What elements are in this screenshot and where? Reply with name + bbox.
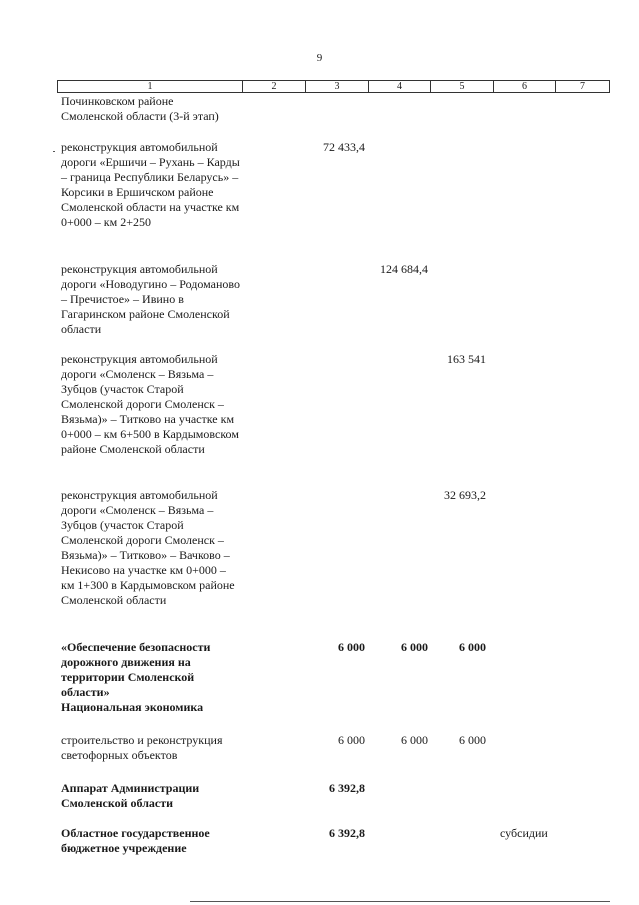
column-header: 1 bbox=[58, 81, 243, 93]
column-header: 2 bbox=[243, 81, 306, 93]
row-name: Аппарат Администрации Смоленской области bbox=[61, 781, 200, 810]
value-col4: 6 000 bbox=[401, 733, 428, 747]
margin-mark bbox=[53, 151, 55, 152]
column-header: 6 bbox=[494, 81, 556, 93]
row-name: реконструкция автомобильной дороги «Смоленск – Вязьма – Зубцов (участок Старой Смоленской дороги Смоленск – Вязьма)» – Титково» – Вачково – Некисово на участке км 0+000 – км 1+300 в Кардымовском районе Смоленской области bbox=[61, 488, 235, 607]
page-number: 9 bbox=[316, 52, 323, 64]
value-col5: 6 000 bbox=[459, 640, 486, 654]
column-header: 4 bbox=[369, 81, 431, 93]
value-col3: 72 433,4 bbox=[323, 140, 365, 154]
value-col6: субсидии bbox=[500, 826, 548, 840]
value-col5: 163 541 bbox=[447, 352, 486, 366]
value-col4: 6 000 bbox=[401, 640, 428, 654]
value-col3: 6 000 bbox=[338, 733, 365, 747]
value-col4: 124 684,4 bbox=[380, 262, 428, 276]
column-header: 7 bbox=[556, 81, 610, 93]
value-col5: 6 000 bbox=[459, 733, 486, 747]
row-name: Починковском районе Смоленской области (3-й этап) bbox=[61, 94, 219, 123]
value-col5: 32 693,2 bbox=[444, 488, 486, 502]
row-name: строительство и реконструкция светофорных объектов bbox=[61, 733, 223, 762]
row-name: реконструкция автомобильной дороги «Новодугино – Родоманово – Пречистое» – Ивино в Гагаринском районе Смоленской области bbox=[61, 262, 240, 336]
column-header-table bbox=[57, 80, 610, 93]
row-name: Областное государственное бюджетное учреждение bbox=[61, 826, 210, 855]
value-col3: 6 392,8 bbox=[329, 781, 365, 795]
value-col3: 6 000 bbox=[338, 640, 365, 654]
column-header: 5 bbox=[431, 81, 494, 93]
row-name: реконструкция автомобильной дороги «Ершичи – Рухань – Карды – граница Республики Беларусь» – Корсики в Ершичском районе Смоленской области на участке км 0+000 – км 2+250 bbox=[61, 140, 240, 229]
column-header-row bbox=[58, 81, 610, 93]
value-col3: 6 392,8 bbox=[329, 826, 365, 840]
footer-divider bbox=[190, 901, 610, 902]
row-name: «Обеспечение безопасности дорожного движения на территории Смоленской области» Национальная экономика bbox=[61, 640, 211, 714]
row-name: реконструкция автомобильной дороги «Смоленск – Вязьма – Зубцов (участок Старой Смоленской дороги Смоленск – Вязьма)» – Титково на участке км 0+000 – км 6+500 в Кардымовском районе Смоленской области bbox=[61, 352, 239, 456]
column-header: 3 bbox=[306, 81, 369, 93]
